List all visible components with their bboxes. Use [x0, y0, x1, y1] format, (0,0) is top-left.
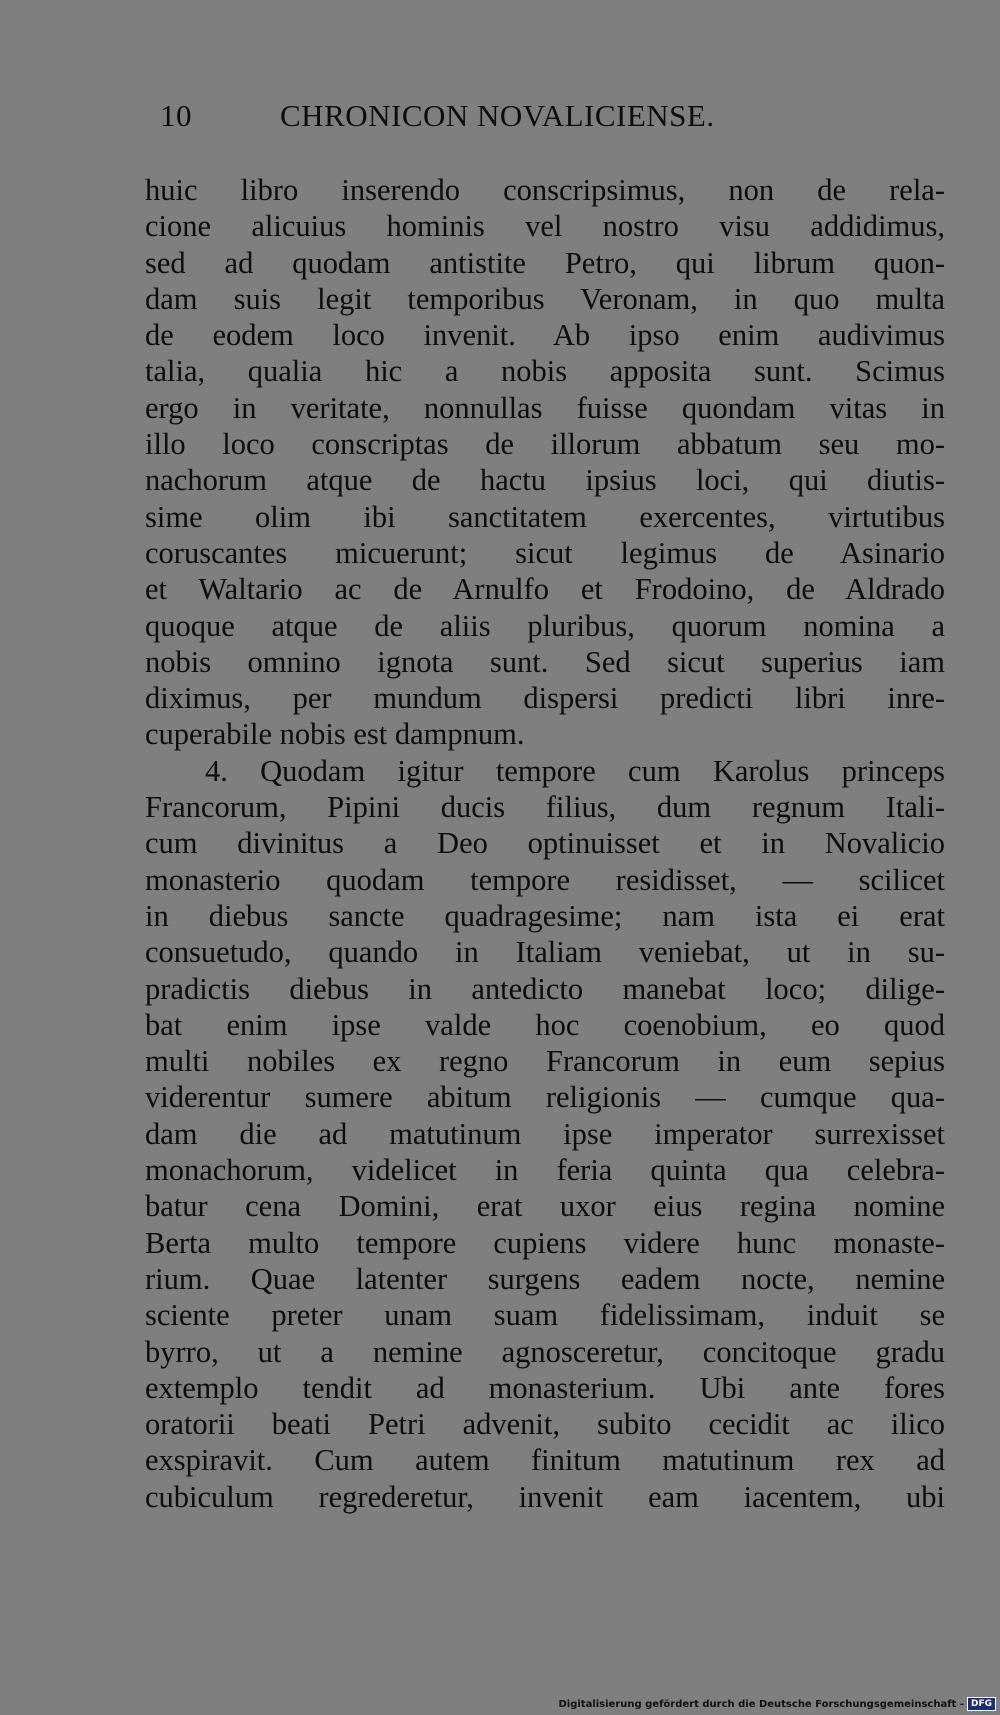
text-line: ergo in veritate, nonnullas fuisse quondam vitas in — [145, 390, 945, 425]
digitization-credit — [558, 1697, 996, 1711]
text-line: viderentur sumere abitum religionis — cumque qua- — [145, 1080, 945, 1115]
text-line: diximus, per mundum dispersi predicti libri inre- — [145, 681, 945, 716]
text-line: cum divinitus a Deo optinuisset et in Novalicio — [145, 826, 945, 861]
text-line: bat enim ipse valde hoc coenobium, eo quod — [145, 1007, 945, 1042]
text-line: Francorum, Pipini ducis filius, dum regnum Itali- — [145, 790, 945, 825]
text-line: rium. Quae latenter surgens eadem nocte, nemine — [145, 1261, 945, 1296]
text-line: coruscantes micuerunt; sicut legimus de Asinario — [145, 535, 945, 570]
text-line: sime olim ibi sanctitatem exercentes, virtutibus — [145, 499, 945, 534]
text-line: dam suis legit temporibus Veronam, in quo multa — [145, 281, 945, 316]
text-line: cubiculum regrederetur, invenit eam iacentem, ubi — [145, 1479, 945, 1514]
text-line: quoque atque de aliis pluribus, quorum nomina a — [145, 608, 945, 643]
text-line: et Waltario ac de Arnulfo et Frodoino, de Aldrado — [145, 572, 945, 607]
text-line: dam die ad matutinum ipse imperator surrexisset — [145, 1116, 945, 1151]
text-line: multi nobiles ex regno Francorum in eum sepius — [145, 1044, 945, 1079]
credit-text: Digitalisierung gefördert durch die Deutsche Forschungsgemeinschaft - — [558, 1698, 964, 1710]
text-line: huic libro inserendo conscripsimus, non de rela- — [145, 173, 945, 207]
page-header — [160, 98, 800, 138]
dfg-logo-icon: DFG — [967, 1697, 996, 1711]
text-line: in diebus sancte quadragesime; nam ista ei erat — [145, 898, 945, 933]
text-line: monasterio quodam tempore residisset, — scilicet — [145, 862, 945, 897]
section-4-start: 4. Quodam igitur tempore cum Karolus princeps — [205, 753, 945, 788]
text-line: pradictis diebus in antedicto manebat loco; dilige- — [145, 971, 945, 1006]
text-line: nobis omnino ignota sunt. Sed sicut superius iam — [145, 644, 945, 679]
text-line: exspiravit. Cum autem finitum matutinum rex ad — [145, 1443, 945, 1478]
text-line: sed ad quodam antistite Petro, qui librum quon- — [145, 245, 945, 280]
text-line: cuperabile nobis est dampnum. — [145, 717, 525, 752]
text-line: monachorum, videlicet in feria quinta qua celebra- — [145, 1153, 945, 1188]
text-line: de eodem loco invenit. Ab ipso enim audivimus — [145, 318, 945, 353]
text-line: Berta multo tempore cupiens videre hunc monaste- — [145, 1225, 945, 1260]
text-line: consuetudo, quando in Italiam veniebat, ut in su- — [145, 935, 945, 970]
running-title: CHRONICON NOVALICIENSE. — [280, 98, 715, 133]
text-line: byrro, ut a nemine agnosceretur, concitoque gradu — [145, 1334, 945, 1369]
text-line: illo loco conscriptas de illorum abbatum seu mo- — [145, 427, 945, 462]
text-line: batur cena Domini, erat uxor eius regina nomine — [145, 1189, 945, 1224]
text-line: talia, qualia hic a nobis apposita sunt. Scimus — [145, 354, 945, 389]
text-line: oratorii beati Petri advenit, subito cecidit ac ilico — [145, 1407, 945, 1442]
text-line: nachorum atque de hactu ipsius loci, qui diutis- — [145, 463, 945, 498]
page-number: 10 — [160, 98, 192, 133]
body-text — [145, 172, 945, 1515]
text-line: cione alicuius hominis vel nostro visu addidimus, — [145, 209, 945, 244]
text-line: extemplo tendit ad monasterium. Ubi ante fores — [145, 1370, 945, 1405]
text-line: sciente preter unam suam fidelissimam, induit se — [145, 1298, 945, 1333]
